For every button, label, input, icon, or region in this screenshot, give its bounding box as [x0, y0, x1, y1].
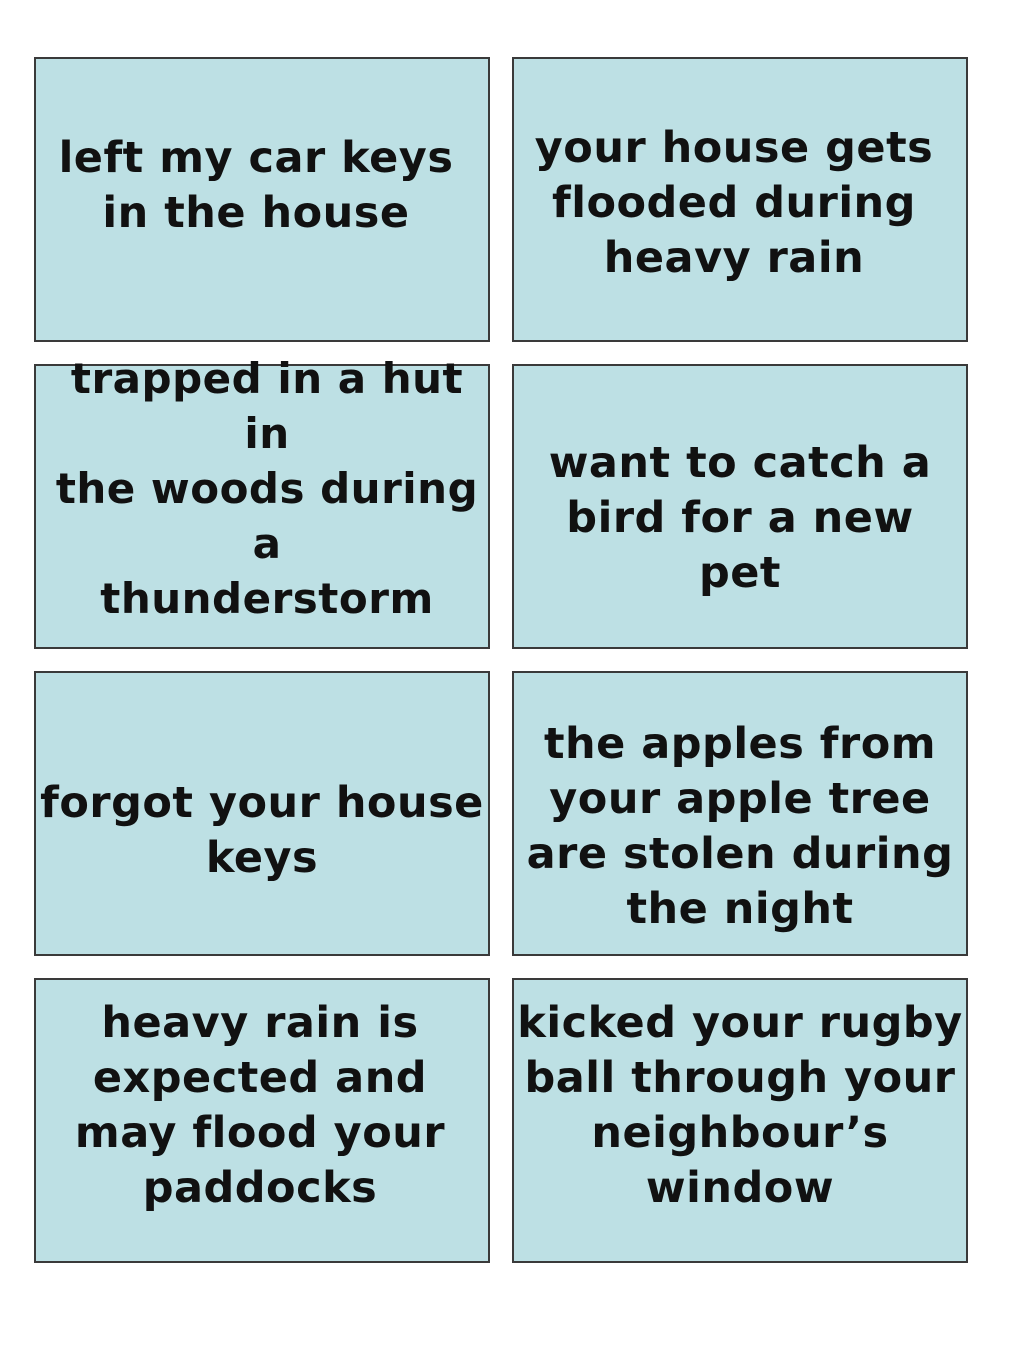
scenario-card: [34, 978, 490, 1263]
card-text: the apples from your apple tree are stolen during the night: [526, 718, 954, 934]
scenario-card: [34, 57, 490, 342]
card-text: want to catch a bird for a new pet: [548, 438, 932, 598]
card-text: left my car keys in the house: [58, 132, 454, 238]
scenario-card: [34, 671, 490, 956]
scenario-card: [512, 978, 968, 1263]
scenario-card: [512, 364, 968, 649]
card-text: kicked your rugby ball through your neighbour’s window: [517, 997, 963, 1213]
card-text: heavy rain is expected and may flood your paddocks: [74, 997, 446, 1213]
card-text: trapped in a hut in the woods during a thunderstorm: [55, 354, 479, 623]
scenario-card: [512, 671, 968, 956]
card-text: forgot your house keys: [40, 777, 484, 883]
card-text: your house gets flooded during heavy rain: [534, 123, 934, 283]
scenario-card: [512, 57, 968, 342]
scenario-card: [34, 354, 490, 649]
